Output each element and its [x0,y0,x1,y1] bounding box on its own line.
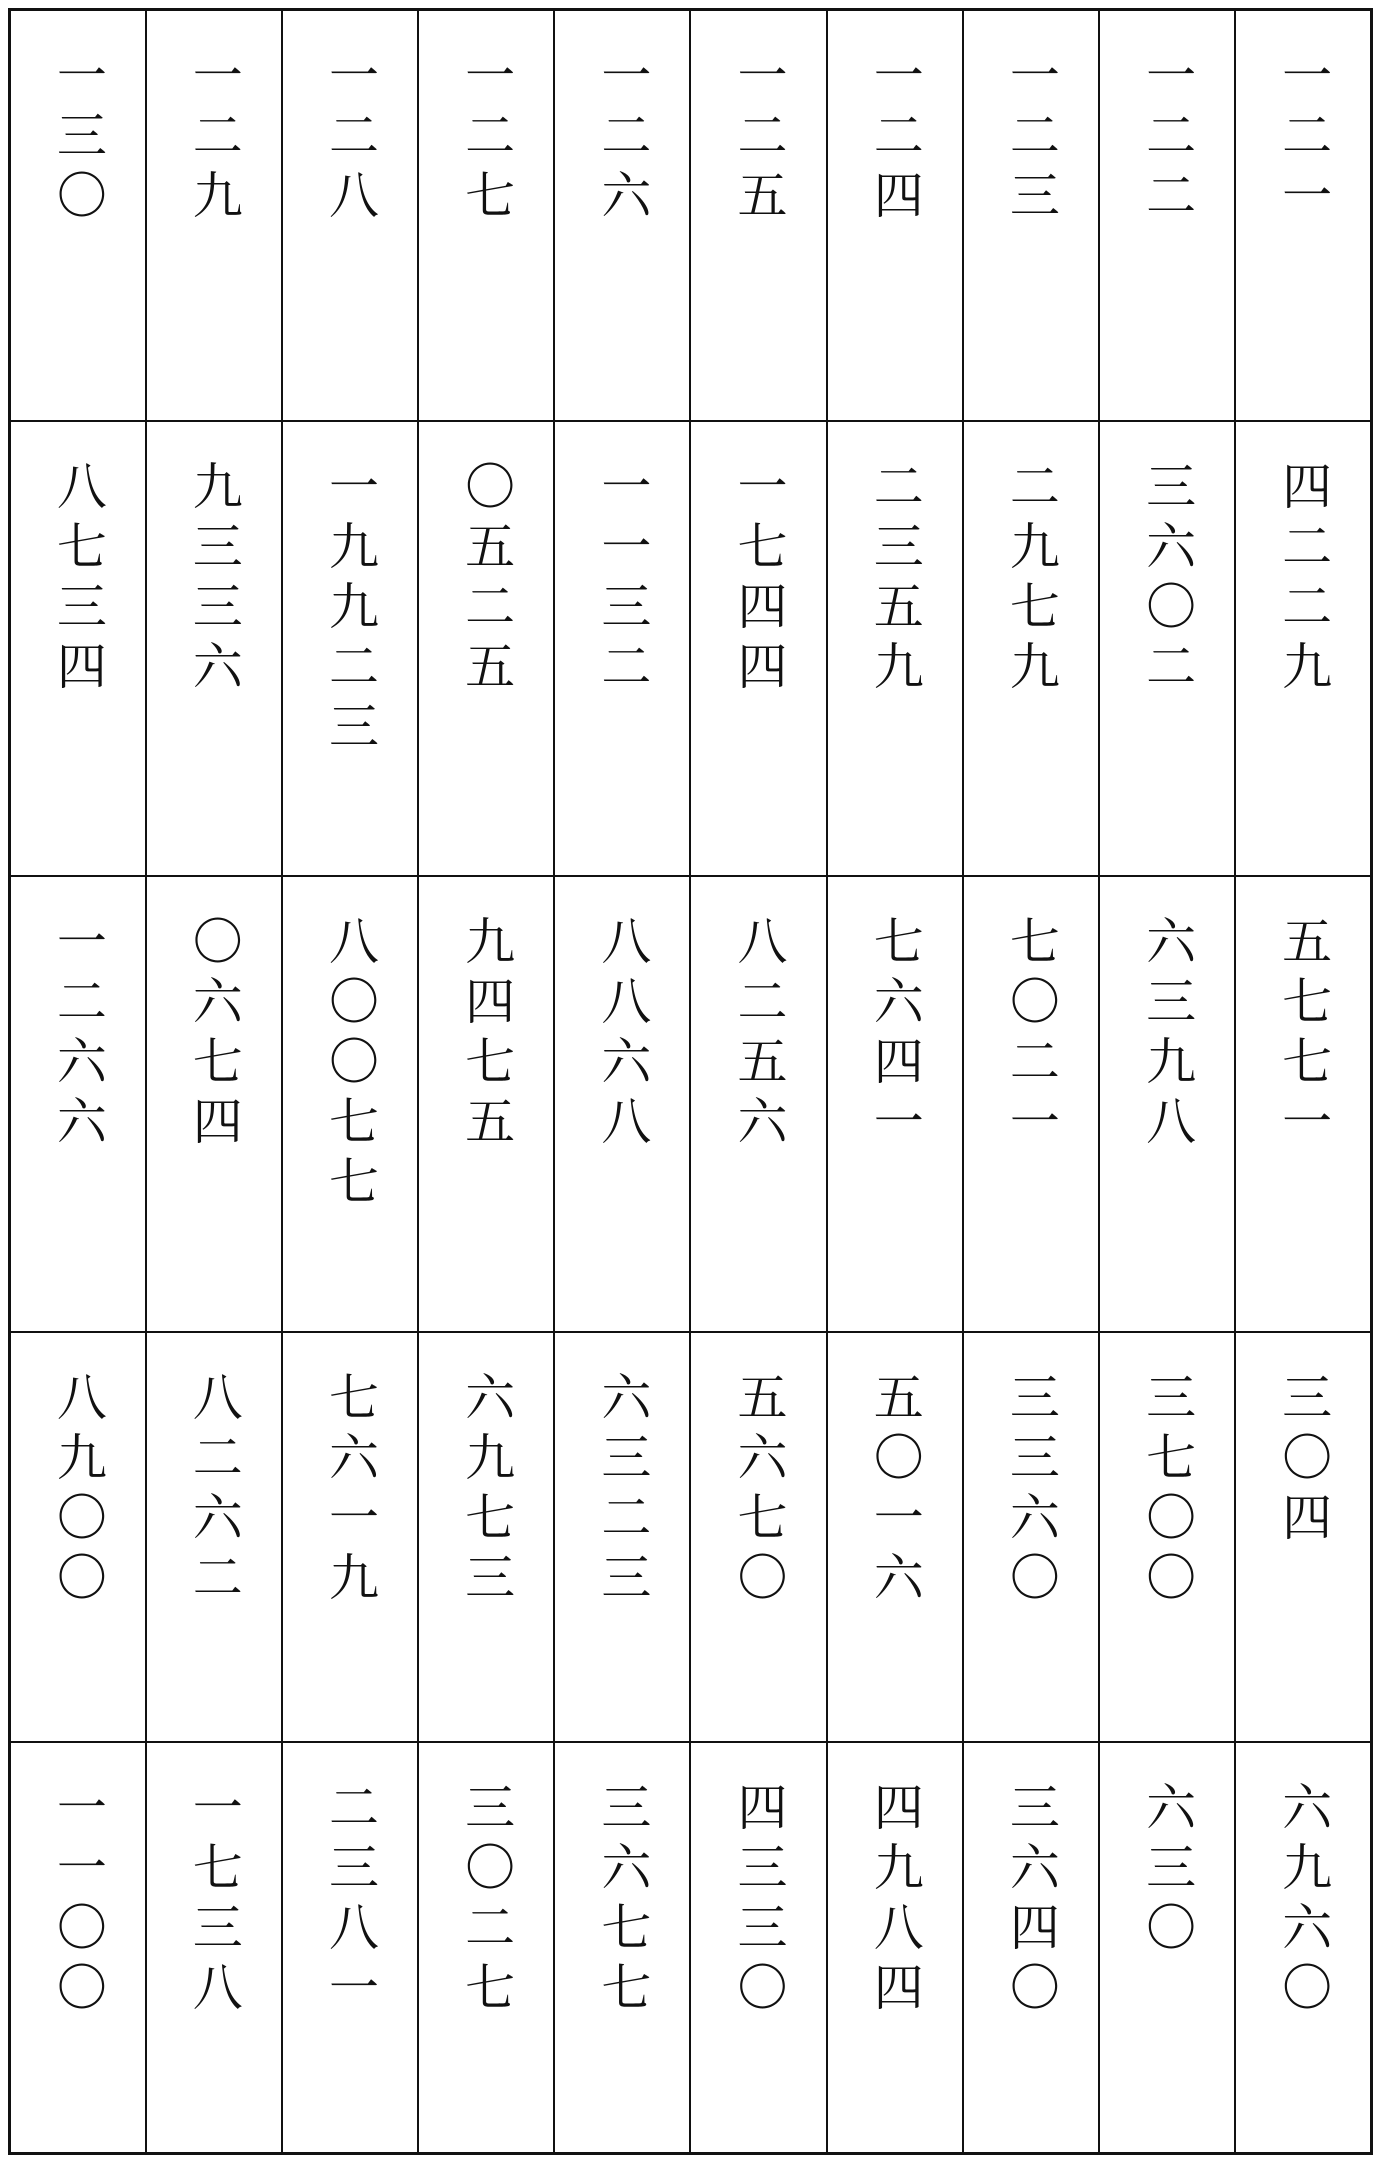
cell-text: 一二二 [1138,49,1197,229]
numeral-table [8,8,1373,2155]
cell-text: 一二六 [593,49,652,229]
cell-text: 八〇〇七七 [320,915,379,1216]
table-cell [963,421,1099,876]
cell-text: 三三六〇 [1001,1370,1060,1611]
cell-text: 六九六〇 [1274,1780,1333,2021]
table-cell [418,421,554,876]
cell-text: 五六七〇 [729,1370,788,1611]
cell-text: 一一〇〇 [48,1780,107,2021]
table-cell [690,1742,826,2154]
table-row [10,1332,1372,1742]
table-cell [10,1742,146,2154]
cell-text: 二三八一 [320,1780,379,2021]
table-cell [418,1332,554,1742]
cell-text: 三〇四 [1274,1370,1333,1551]
cell-text: 四二二九 [1274,460,1333,701]
table-cell [827,876,963,1331]
table-cell [282,1332,418,1742]
table-cell [282,10,418,422]
cell-text: 一二四 [865,49,924,229]
table-cell [1099,1332,1235,1742]
cell-text: 八二五六 [729,915,788,1156]
cell-text: 一一三二 [593,460,652,701]
cell-text: 一七四四 [729,460,788,701]
cell-text: 三六七七 [593,1780,652,2021]
table-cell [554,10,690,422]
table-row [10,421,1372,876]
table-cell [282,1742,418,2154]
table-cell [282,876,418,1331]
table-cell [146,10,282,422]
table-cell [1235,876,1371,1331]
cell-text: 九四七五 [457,915,516,1156]
cell-text: 七六一九 [320,1370,379,1611]
table-cell [690,1332,826,1742]
cell-text: 六三二三 [593,1370,652,1611]
table-cell [690,421,826,876]
table-cell [418,10,554,422]
cell-text: 八八六八 [593,915,652,1156]
cell-text: 一七三八 [184,1780,243,2021]
table-cell [146,1742,282,2154]
cell-text: 〇六七四 [184,915,243,1156]
cell-text: 五七七一 [1274,915,1333,1156]
cell-text: 一二三 [1001,49,1060,229]
table-row [10,1742,1372,2154]
table-cell [1099,10,1235,422]
table-cell [554,876,690,1331]
table-row [10,10,1372,422]
cell-text: 四三三〇 [729,1780,788,2021]
cell-text: 六三〇 [1138,1780,1197,1961]
cell-text: 七六四一 [865,915,924,1156]
table-cell [963,1332,1099,1742]
table-cell [963,10,1099,422]
table-cell [827,1332,963,1742]
table-cell [1099,1742,1235,2154]
cell-text: 七〇二一 [1001,915,1060,1156]
table-cell [554,1332,690,1742]
table-cell [963,1742,1099,2154]
cell-text: 八七三四 [48,460,107,701]
cell-text: 九三三六 [184,460,243,701]
table-cell [10,421,146,876]
cell-text: 六三九八 [1138,915,1197,1156]
cell-text: 一九九二三 [320,460,379,761]
table-cell [827,421,963,876]
cell-text: 一二八 [320,49,379,229]
table-cell [690,10,826,422]
cell-text: 三〇二七 [457,1780,516,2021]
table-cell [146,421,282,876]
cell-text: 二九七九 [1001,460,1060,701]
table-cell [554,421,690,876]
table-cell [554,1742,690,2154]
table-cell [1099,421,1235,876]
cell-text: 一二五 [729,49,788,229]
table-cell [963,876,1099,1331]
table-cell [827,1742,963,2154]
table-cell [418,876,554,1331]
table-cell [146,1332,282,1742]
cell-text: 三六〇二 [1138,460,1197,701]
cell-text: 一二七 [457,49,516,229]
cell-text: 一二一 [1274,49,1333,229]
table-cell [1235,1742,1371,2154]
cell-text: 一三〇 [48,49,107,229]
cell-text: 一二九 [184,49,243,229]
cell-text: 〇五二五 [457,460,516,701]
table-cell [1235,1332,1371,1742]
table-cell [1099,876,1235,1331]
table-cell [690,876,826,1331]
table-cell [282,421,418,876]
cell-text: 三七〇〇 [1138,1370,1197,1611]
table-cell [146,876,282,1331]
table-row [10,876,1372,1331]
cell-text: 六九七三 [457,1370,516,1611]
table-cell [1235,421,1371,876]
table-cell [1235,10,1371,422]
cell-text: 一二六六 [48,915,107,1156]
table-cell [827,10,963,422]
cell-text: 八二六二 [184,1370,243,1611]
table-cell [10,10,146,422]
cell-text: 五〇一六 [865,1370,924,1611]
table-cell [418,1742,554,2154]
table-cell [10,876,146,1331]
cell-text: 八九〇〇 [48,1370,107,1611]
cell-text: 四九八四 [865,1780,924,2021]
cell-text: 三六四〇 [1001,1780,1060,2021]
table-cell [10,1332,146,1742]
cell-text: 二三五九 [865,460,924,701]
